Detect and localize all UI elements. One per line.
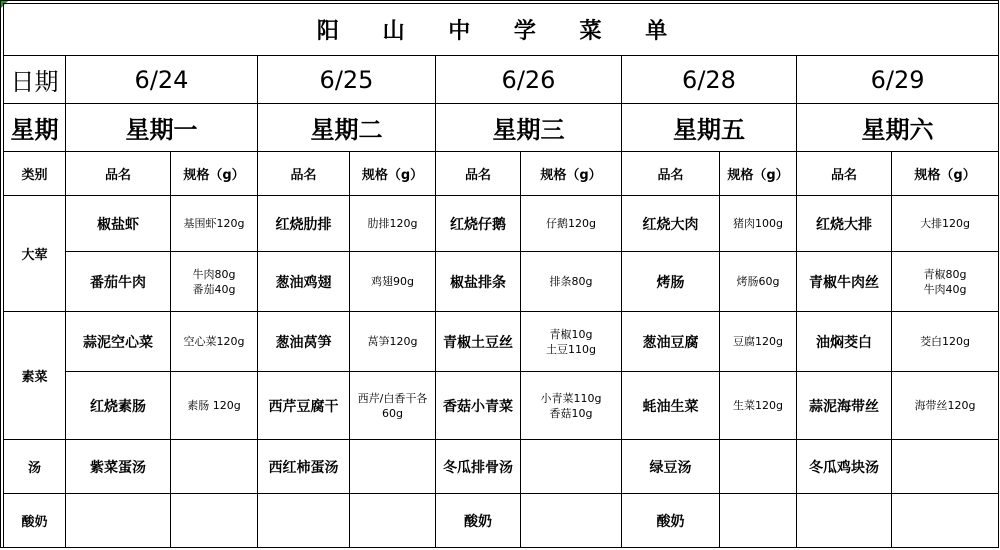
spec-header: 规格（g） xyxy=(521,152,622,196)
dish-name: 红烧大肉 xyxy=(622,196,720,252)
spec-line: 生菜120g xyxy=(733,399,783,412)
spec-header: 规格（g） xyxy=(350,152,436,196)
dish-name: 西芹豆腐干 xyxy=(258,372,350,440)
spec-line: 西芹/白香干各 xyxy=(357,391,428,405)
date-cell: 6/24 xyxy=(66,56,258,104)
dish-spec xyxy=(171,312,258,372)
spec-header: 规格（g） xyxy=(720,152,797,196)
dish-spec xyxy=(521,494,622,548)
dish-name: 蒜泥空心菜 xyxy=(66,312,171,372)
spec-line: 空心菜120g xyxy=(183,335,245,348)
date-label: 日期 xyxy=(4,56,66,104)
dish-spec xyxy=(720,494,797,548)
dish-name: 红烧仔鹅 xyxy=(436,196,521,252)
spec-line: 茭白120g xyxy=(920,335,971,348)
name-header: 品名 xyxy=(436,152,521,196)
name-header: 品名 xyxy=(66,152,171,196)
spec-line: 香菇10g xyxy=(549,406,593,420)
dish-spec xyxy=(521,252,622,312)
spec-line: 排条80g xyxy=(549,275,593,288)
dish-name: 红烧肋排 xyxy=(258,196,350,252)
dish-spec xyxy=(892,196,999,252)
dish-name: 葱油鸡翅 xyxy=(258,252,350,312)
name-header: 品名 xyxy=(622,152,720,196)
dish-spec xyxy=(720,252,797,312)
dish-name: 番茄牛肉 xyxy=(66,252,171,312)
dish-spec xyxy=(521,196,622,252)
category-meat: 大荤 xyxy=(4,196,66,312)
dish-name: 紫菜蛋汤 xyxy=(66,440,171,494)
dish-name xyxy=(258,494,350,548)
date-cell: 6/29 xyxy=(797,56,999,104)
dish-name: 香菇小青菜 xyxy=(436,372,521,440)
dish-name: 酸奶 xyxy=(622,494,720,548)
dish-spec xyxy=(892,494,999,548)
spec-line: 鸡翅90g xyxy=(371,275,414,288)
spec-line: 青椒80g xyxy=(923,267,967,281)
spec-line: 素肠 120g xyxy=(187,399,241,412)
spec-line: 大排120g xyxy=(920,217,971,230)
dish-name: 绿豆汤 xyxy=(622,440,720,494)
dish-spec xyxy=(892,252,999,312)
name-header: 品名 xyxy=(258,152,350,196)
dish-name: 酸奶 xyxy=(436,494,521,548)
dish-spec xyxy=(171,196,258,252)
weekday-cell: 星期五 xyxy=(622,104,797,152)
weekday-cell: 星期三 xyxy=(436,104,622,152)
spec-line: 仔鹅120g xyxy=(546,217,596,230)
dish-spec xyxy=(350,494,436,548)
spec-line: 小青菜110g xyxy=(540,391,602,405)
dish-spec xyxy=(350,372,436,440)
dish-spec xyxy=(521,440,622,494)
spec-line: 烤肠60g xyxy=(736,275,780,288)
spec-line: 牛肉80g xyxy=(192,267,236,281)
spec-line: 青椒10g xyxy=(549,327,593,341)
dish-spec xyxy=(521,372,622,440)
dish-name: 冬瓜排骨汤 xyxy=(436,440,521,494)
weekday-cell: 星期二 xyxy=(258,104,436,152)
dish-name: 红烧大排 xyxy=(797,196,892,252)
dish-spec xyxy=(892,440,999,494)
dish-name: 椒盐排条 xyxy=(436,252,521,312)
spec-line: 豆腐120g xyxy=(733,335,783,348)
spec-line: 海带丝120g xyxy=(914,399,976,412)
dish-name: 油焖茭白 xyxy=(797,312,892,372)
category-yogurt: 酸奶 xyxy=(4,494,66,548)
dish-spec xyxy=(171,252,258,312)
dish-spec xyxy=(521,312,622,372)
dish-spec xyxy=(350,312,436,372)
dish-name: 蚝油生菜 xyxy=(622,372,720,440)
weekday-label: 星期 xyxy=(4,104,66,152)
menu-table xyxy=(3,3,999,548)
dish-name: 青椒土豆丝 xyxy=(436,312,521,372)
dish-name xyxy=(66,494,171,548)
dish-spec xyxy=(892,312,999,372)
dish-spec xyxy=(720,196,797,252)
dish-name: 烤肠 xyxy=(622,252,720,312)
dish-name: 冬瓜鸡块汤 xyxy=(797,440,892,494)
name-header: 品名 xyxy=(797,152,892,196)
dish-name: 蒜泥海带丝 xyxy=(797,372,892,440)
dish-spec xyxy=(350,196,436,252)
spec-header: 规格（g） xyxy=(171,152,258,196)
page-title: 阳 山 中 学 菜 单 xyxy=(4,4,999,56)
spec-line: 番茄40g xyxy=(192,282,236,296)
dish-spec xyxy=(720,372,797,440)
category-label: 类别 xyxy=(4,152,66,196)
dish-spec xyxy=(720,312,797,372)
dish-name: 葱油豆腐 xyxy=(622,312,720,372)
dish-name: 葱油莴笋 xyxy=(258,312,350,372)
category-soup: 汤 xyxy=(4,440,66,494)
spec-line: 土豆110g xyxy=(546,342,596,356)
dish-spec xyxy=(892,372,999,440)
dish-name xyxy=(797,494,892,548)
date-cell: 6/25 xyxy=(258,56,436,104)
dish-spec xyxy=(350,440,436,494)
dish-name: 西红柿蛋汤 xyxy=(258,440,350,494)
spec-line: 肋排120g xyxy=(367,217,418,230)
dish-spec xyxy=(171,440,258,494)
spec-line: 猪肉100g xyxy=(733,217,783,230)
spec-line: 60g xyxy=(382,406,403,420)
date-cell: 6/28 xyxy=(622,56,797,104)
category-veg: 素菜 xyxy=(4,312,66,440)
date-cell: 6/26 xyxy=(436,56,622,104)
dish-name: 青椒牛肉丝 xyxy=(797,252,892,312)
spec-line: 基围虾120g xyxy=(183,217,245,230)
dish-name: 椒盐虾 xyxy=(66,196,171,252)
spec-line: 牛肉40g xyxy=(923,282,967,296)
dish-spec xyxy=(720,440,797,494)
dish-spec xyxy=(350,252,436,312)
dish-spec xyxy=(171,494,258,548)
spec-header: 规格（g） xyxy=(892,152,999,196)
dish-name: 红烧素肠 xyxy=(66,372,171,440)
dish-spec xyxy=(171,372,258,440)
weekday-cell: 星期一 xyxy=(66,104,258,152)
weekday-cell: 星期六 xyxy=(797,104,999,152)
spec-line: 莴笋120g xyxy=(367,335,418,348)
